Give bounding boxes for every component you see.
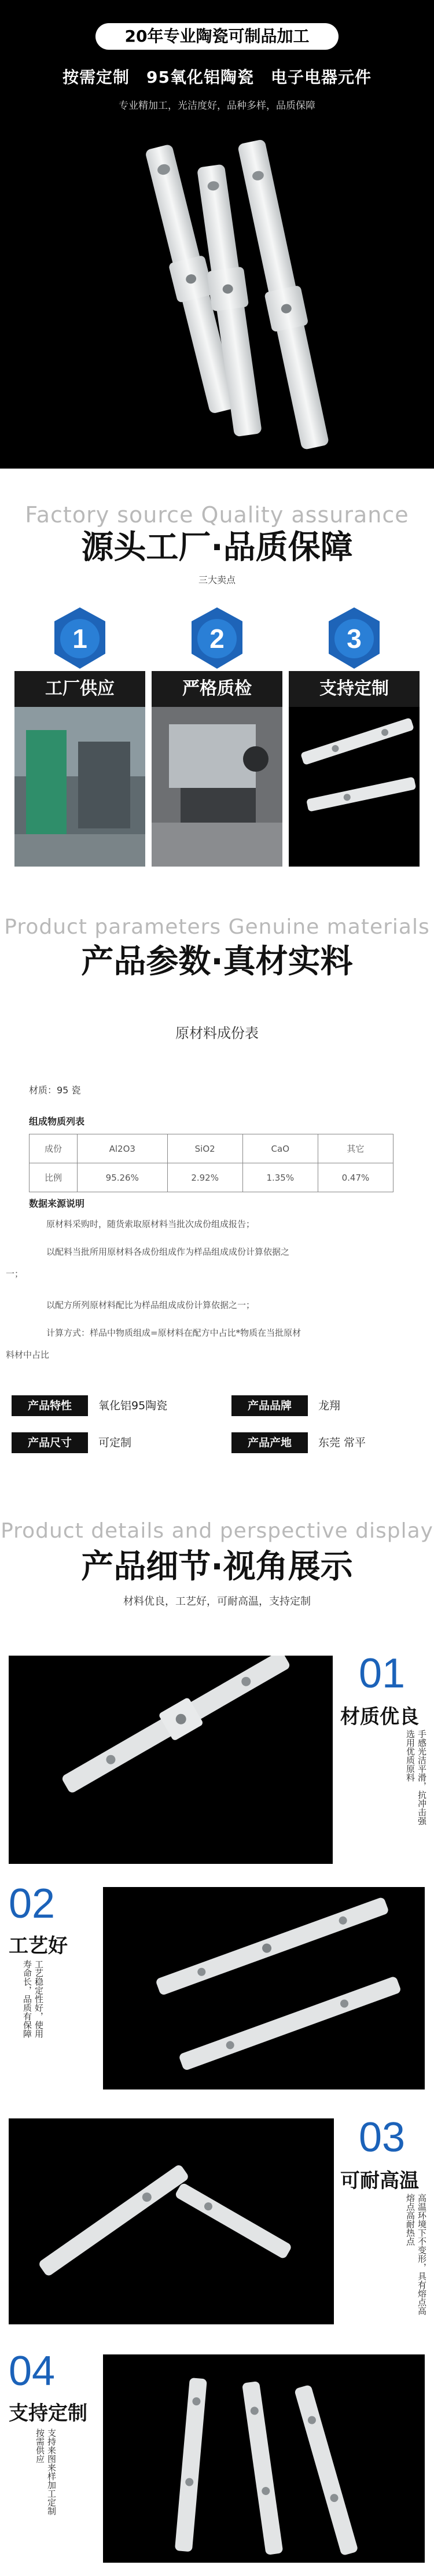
detail-desc: 熔点高耐热点 <box>405 2194 415 2246</box>
detail-desc: 工艺稳定性好，使用 <box>34 1960 44 2038</box>
params-section-english-title: Product parameters Genuine materials <box>4 915 430 939</box>
custom-product-photo <box>289 707 420 867</box>
factory-section-subtitle: 三大卖点 <box>198 574 236 585</box>
detail-number: 02 <box>9 1881 56 1927</box>
details-section-subtitle: 材料优良，工艺好，可耐高温，支持定制 <box>123 1595 311 1608</box>
feature-label-quality: 严格质检 <box>152 671 282 707</box>
detail-photo-3 <box>9 2118 334 2324</box>
table-header-row <box>30 1134 393 1163</box>
inspection-photo <box>152 707 282 867</box>
badge-1-icon <box>52 606 108 670</box>
detail-photo-1 <box>9 1656 333 1864</box>
spec-label: 产品品牌 <box>231 1395 308 1416</box>
table-cell: SiO2 <box>167 1134 242 1163</box>
composition-table-title: 原材料成份表 <box>175 1025 259 1041</box>
table-cell: 95.26% <box>77 1163 167 1192</box>
details-section-title: 产品细节·视角展示 <box>81 1548 353 1586</box>
spec-value: 氧化铝95陶瓷 <box>98 1399 168 1412</box>
data-source-line: 原材料采购时，随货索取原材料当批次成份组成报告； <box>46 1219 255 1229</box>
table-row <box>30 1163 393 1192</box>
spec-value: 可定制 <box>98 1436 132 1449</box>
feature-label-factory: 工厂供应 <box>14 671 145 707</box>
badge-3-icon <box>326 606 382 670</box>
params-section-title: 产品参数·真材实料 <box>81 943 353 981</box>
badge-2-icon <box>189 606 245 670</box>
data-source-line: 料材中占比 <box>6 1350 50 1360</box>
detail-desc: 支持来图来样加工定制 <box>46 2428 57 2515</box>
detail-desc: 按需供应 <box>35 2428 45 2463</box>
svg-text:3: 3 <box>347 624 362 654</box>
table-cell: 0.47% <box>318 1163 393 1192</box>
hero-pill-title: 20年专业陶瓷可制品加工 <box>95 23 339 50</box>
detail-desc: 寿命长，品质有保障 <box>22 1960 32 2038</box>
hero-tagline: 专业精加工，光洁度好，品种多样，品质保障 <box>119 100 315 112</box>
details-section-english-title: Product details and perspective display <box>1 1519 433 1543</box>
material-text: 材质：95 瓷 <box>29 1085 81 1096</box>
data-source-line: 一； <box>6 1269 24 1279</box>
data-source-title: 数据来源说明 <box>29 1198 85 1209</box>
table-cell: Al2O3 <box>77 1134 167 1163</box>
spec-value: 东莞 常平 <box>318 1436 366 1449</box>
detail-heading: 材质优良 <box>340 1705 419 1729</box>
detail-heading: 可耐高温 <box>340 2169 419 2192</box>
spec-label: 产品产地 <box>231 1432 308 1453</box>
composition-table <box>29 1134 393 1192</box>
spec-value: 龙翔 <box>318 1399 341 1412</box>
detail-number: 03 <box>359 2114 406 2161</box>
factory-section-english-title: Factory source Quality assurance <box>25 502 409 528</box>
detail-heading: 支持定制 <box>9 2402 87 2425</box>
svg-text:1: 1 <box>72 624 87 654</box>
data-source-line: 以配方所列原材料配比为样品组成成份计算依据之一； <box>46 1300 255 1310</box>
table-cell: CaO <box>242 1134 318 1163</box>
spec-label: 产品特性 <box>12 1395 88 1416</box>
table-cell: 1.35% <box>242 1163 318 1192</box>
detail-desc: 高温环境下不变形，具有熔点高 <box>417 2194 427 2315</box>
table-cell: 其它 <box>318 1134 393 1163</box>
data-source-line: 计算方式：样品中物质组成=原材料在配方中占比*物质在当批原材 <box>46 1328 301 1338</box>
feature-label-custom: 支持定制 <box>289 671 420 707</box>
spec-row <box>12 1395 422 1416</box>
detail-desc: 选用优质原料 <box>405 1730 415 1782</box>
detail-heading: 工艺好 <box>9 1934 68 1958</box>
detail-number: 04 <box>9 2348 56 2394</box>
spec-label: 产品尺寸 <box>12 1432 88 1453</box>
detail-desc: 手感光洁平滑，抗冲击强 <box>417 1730 427 1825</box>
detail-photo-2 <box>103 1887 425 2089</box>
table-cell: 成份 <box>30 1134 78 1163</box>
hero-banner <box>0 0 434 469</box>
factory-section-title: 源头工厂·品质保障 <box>81 529 353 566</box>
data-source-line: 以配料当批所用原材料各成份组成作为样品组成成份计算依据之 <box>46 1247 290 1257</box>
composition-list-title: 组成物质列表 <box>29 1116 85 1127</box>
spec-row <box>12 1432 422 1453</box>
table-cell: 比例 <box>30 1163 78 1192</box>
factory-photo <box>14 707 145 867</box>
detail-photo-4 <box>103 2354 425 2563</box>
hero-product-image <box>0 116 434 463</box>
hero-headline: 按需定制 95氧化铝陶瓷 电子电器元件 <box>62 68 372 87</box>
detail-number: 01 <box>359 1650 406 1697</box>
svg-text:2: 2 <box>209 624 225 654</box>
table-cell: 2.92% <box>167 1163 242 1192</box>
